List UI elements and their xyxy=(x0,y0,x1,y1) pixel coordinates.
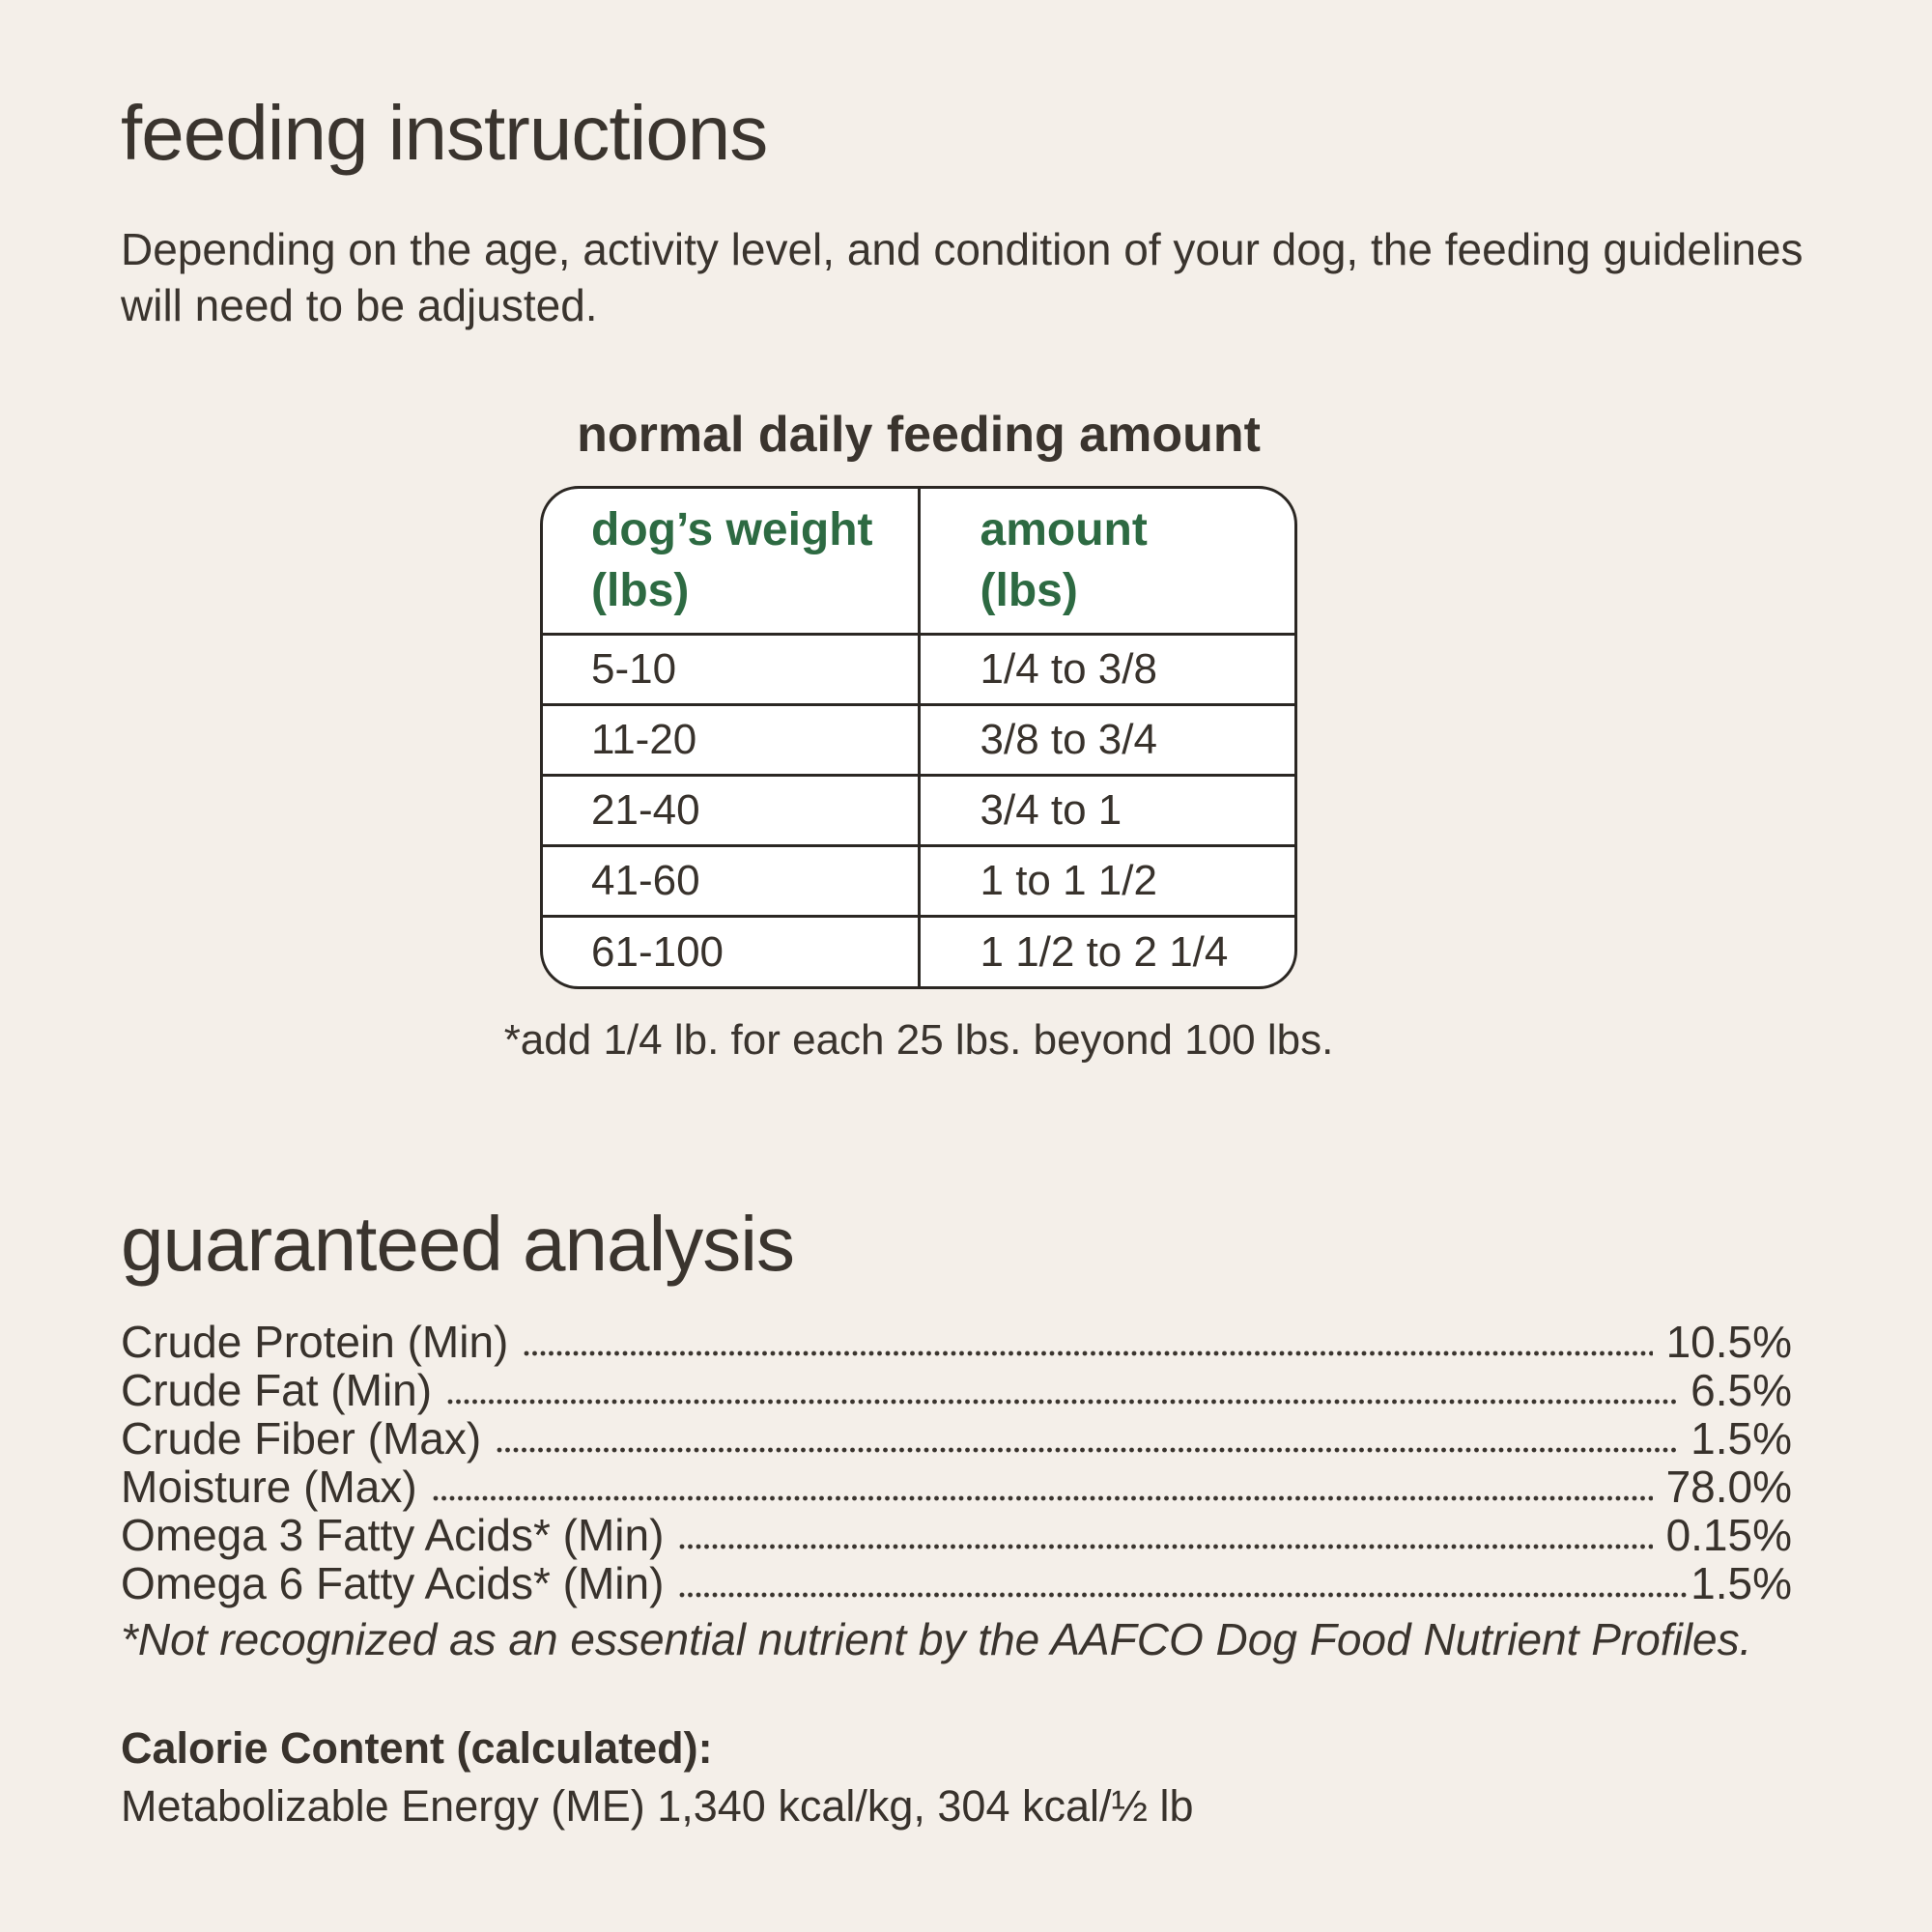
dotted-leader xyxy=(679,1592,1688,1598)
analysis-label: Crude Protein (Min) xyxy=(121,1317,509,1368)
table-row xyxy=(543,775,1294,845)
product-label-page xyxy=(121,90,1874,1833)
analysis-row xyxy=(121,1414,1792,1463)
dotted-leader xyxy=(497,1447,1677,1453)
analysis-label: Crude Fiber (Max) xyxy=(121,1413,482,1464)
analysis-row xyxy=(121,1511,1792,1559)
amount-cell: 1 to 1 1/2 xyxy=(919,845,1294,916)
analysis-row xyxy=(121,1366,1792,1414)
analysis-label: Crude Fat (Min) xyxy=(121,1365,433,1416)
feeding-description: Depending on the age, activity level, and condition of your dog, the feeding guidelines will need to be adjusted. xyxy=(121,224,1804,330)
column-header-amount xyxy=(919,489,1294,634)
analysis-row xyxy=(121,1318,1792,1366)
analysis-value: 6.5% xyxy=(1690,1365,1792,1416)
column-header-dogs-weight xyxy=(543,489,919,634)
dotted-leader xyxy=(447,1399,1677,1405)
dotted-leader xyxy=(524,1350,1652,1356)
feeding-table-title: normal daily feeding amount xyxy=(577,407,1261,463)
table-row xyxy=(543,916,1294,986)
feeding-table-header-row xyxy=(543,489,1294,634)
dotted-leader xyxy=(433,1495,1653,1501)
table-row xyxy=(543,704,1294,775)
table-row xyxy=(543,634,1294,704)
table-row xyxy=(543,845,1294,916)
amount-cell: 3/8 to 3/4 xyxy=(919,704,1294,775)
analysis-value: 10.5% xyxy=(1665,1317,1792,1368)
feeding-instructions-title: feeding instructions xyxy=(121,90,768,176)
column-header-unit: (lbs) xyxy=(591,564,690,616)
column-header-title: amount xyxy=(980,504,1148,556)
analysis-label: Omega 6 Fatty Acids* (Min) xyxy=(121,1558,665,1609)
analysis-value: 0.15% xyxy=(1665,1510,1792,1561)
amount-cell: 1 1/2 to 2 1/4 xyxy=(980,927,1229,976)
dotted-leader xyxy=(679,1544,1652,1549)
column-header-unit: (lbs) xyxy=(980,564,1078,616)
weight-cell: 41-60 xyxy=(543,845,919,916)
analysis-footnote: *Not recognized as an essential nutrient by the AAFCO Dog Food Nutrient Profiles. xyxy=(121,1614,1752,1665)
metabolizable-energy-line: Metabolizable Energy (ME) 1,340 kcal/kg, 304 kcal/½ lb xyxy=(121,1780,1194,1831)
guaranteed-analysis-title: guaranteed analysis xyxy=(121,1201,795,1288)
calorie-content-heading: Calorie Content (calculated): xyxy=(121,1722,713,1773)
feeding-table-footnote: *add 1/4 lb. for each 25 lbs. beyond 100 lbs. xyxy=(503,1016,1334,1065)
analysis-label: Omega 3 Fatty Acids* (Min) xyxy=(121,1510,665,1561)
weight-cell: 5-10 xyxy=(543,634,919,704)
weight-cell: 11-20 xyxy=(543,704,919,775)
analysis-label: Moisture (Max) xyxy=(121,1462,417,1513)
analysis-row xyxy=(121,1463,1792,1511)
feeding-table-section xyxy=(121,405,1874,1065)
analysis-value: 1.5% xyxy=(1690,1558,1792,1609)
analysis-row xyxy=(121,1559,1792,1607)
analysis-value: 78.0% xyxy=(1665,1462,1792,1513)
amount-cell: 1/4 to 3/8 xyxy=(919,634,1294,704)
feeding-table xyxy=(540,486,1297,989)
column-header-title: dog’s weight xyxy=(591,504,873,556)
guaranteed-analysis-list xyxy=(121,1318,1792,1607)
amount-cell: 3/4 to 1 xyxy=(919,775,1294,845)
weight-cell: 61-100 xyxy=(543,916,919,986)
analysis-value: 1.5% xyxy=(1690,1413,1792,1464)
weight-cell: 21-40 xyxy=(543,775,919,845)
